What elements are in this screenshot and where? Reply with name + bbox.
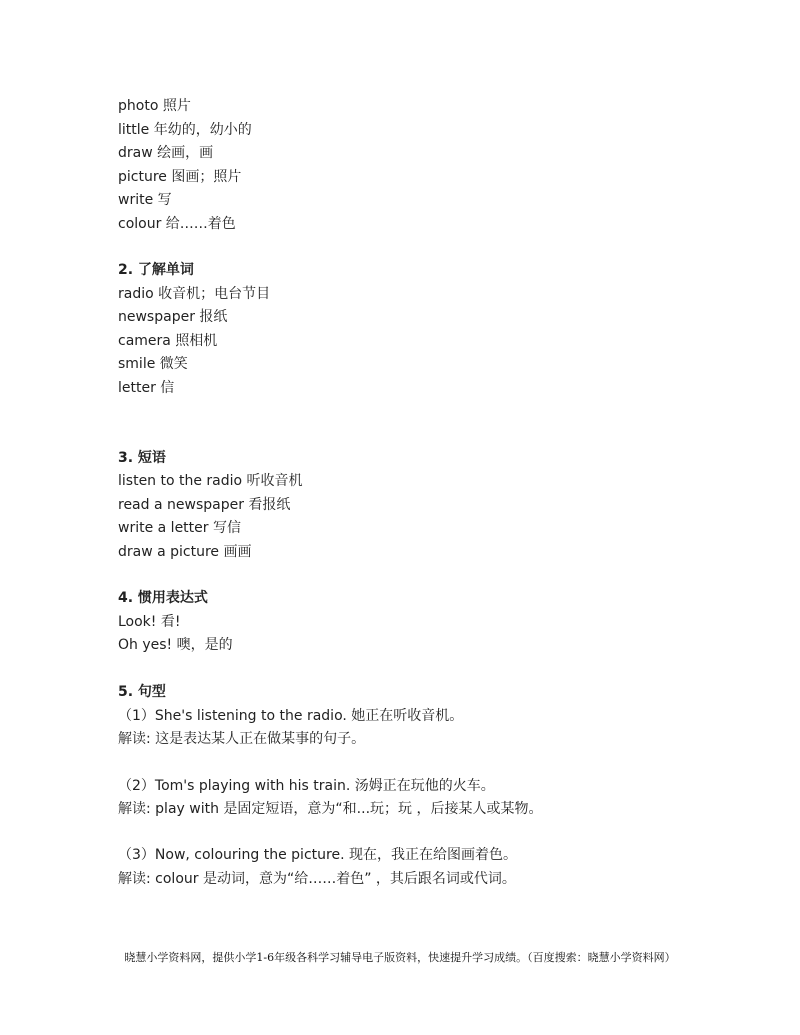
word-write: write 写 [118,192,172,208]
section-heading: 5. 句型 [118,684,166,700]
vocab-item: letter 信 [118,380,175,396]
sentence-pattern: （1）She's listening to the radio. 她正在听收音机。 [118,708,464,724]
section-heading: 4. 惯用表达式 [118,590,208,606]
section-heading: 3. 短语 [118,450,166,466]
expression-item: Oh yes! 噢，是的 [118,637,233,653]
vocab-item: newspaper 报纸 [118,309,228,325]
page-footer: 晓慧小学资料网，提供小学1-6年级各科学习辅导电子版资料，快速提升学习成绩。（百度搜索：晓慧小学资料网） [124,951,676,964]
phrase-item: listen to the radio 听收音机 [118,473,303,489]
phrase-item: read a newspaper 看报纸 [118,497,291,513]
expression-item: Look! 看! [118,614,181,630]
phrase-item: write a letter 写信 [118,520,241,536]
sentence-note: 解读: play with 是固定短语，意为“和...玩；玩 ，后接某人或某物。 [118,801,543,817]
sentence-pattern: （3）Now, colouring the picture. 现在，我正在给图画着色。 [118,847,517,863]
word-photo: photo 照片 [118,98,191,114]
vocab-item: camera 照相机 [118,333,218,349]
word-colour: colour 给……着色 [118,216,236,232]
sentence-note: 解读: 这是表达某人正在做某事的句子。 [118,731,366,747]
sentence-pattern: （2）Tom's playing with his train. 汤姆正在玩他的火车。 [118,778,495,794]
word-little: little 年幼的，幼小的 [118,122,252,138]
word-draw: draw 绘画，画 [118,145,214,161]
phrase-item: draw a picture 画画 [118,544,252,560]
vocab-item: radio 收音机；电台节目 [118,286,271,302]
word-picture: picture 图画；照片 [118,169,242,185]
sentence-note: 解读: colour 是动词，意为“给……着色” ，其后跟名词或代词。 [118,871,516,887]
vocab-item: smile 微笑 [118,356,188,372]
section-heading: 2. 了解单词 [118,262,194,278]
